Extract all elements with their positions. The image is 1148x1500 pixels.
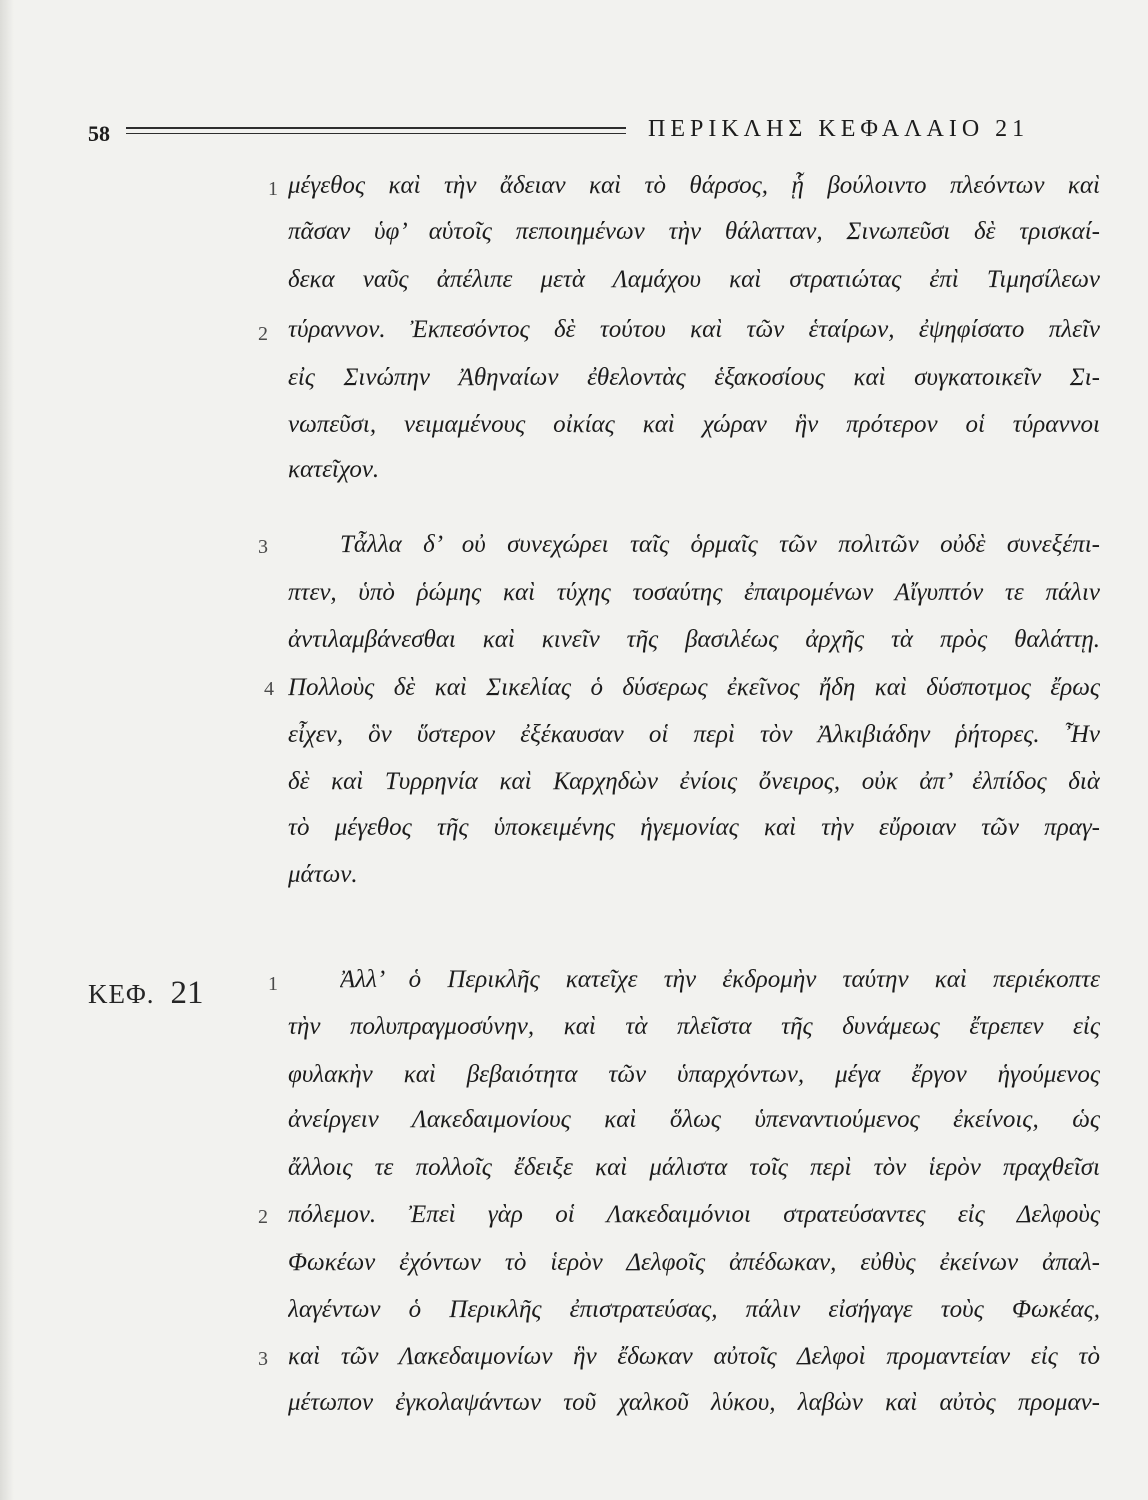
text-line: εἶχεν, ὃν ὕστερον ἐξέκαυσαν οἱ περὶ τὸν Ἀλκιβιάδην ῥήτορες. Ἦν xyxy=(288,721,1100,748)
text-line: νωπεῦσι, νειμαμένους οἰκίας καὶ χώραν ἣν πρότερον οἱ τύραννοι xyxy=(288,411,1100,438)
text-line: δεκα ναῦς ἀπέλιπε μετὰ Λαμάχου καὶ στρατιώτας ἐπὶ Τιμησίλεων xyxy=(288,266,1100,293)
text-line: πᾶσαν ὑφ’ αὑτοῖς πεποιημένων τὴν θάλατταν, Σινωπεῦσι δὲ τρισκαί- xyxy=(288,218,1100,245)
text-line: Φωκέων ἐχόντων τὸ ἱερὸν Δελφοῖς ἀπέδωκαν, εὐθὺς ἐκείνων ἀπαλ- xyxy=(288,1249,1100,1276)
text-line: Ἀλλ’ ὁ Περικλῆς κατεῖχε τὴν ἐκδρομὴν ταύτην καὶ περιέκοπτε xyxy=(340,966,1100,993)
gutter-shadow xyxy=(0,0,14,1500)
section-number: 4 xyxy=(264,678,274,700)
chapter-marker-label: ΚΕΦ. xyxy=(88,979,155,1009)
text-line: ἀντιλαμβάνεσθαι καὶ κινεῖν τῆς βασιλέως ἀρχῆς τὰ πρὸς θαλάττῃ. xyxy=(288,626,1100,653)
section-number: 3 xyxy=(258,536,268,558)
text-line: τύραννον. Ἐκπεσόντος δὲ τούτου καὶ τῶν ἑταίρων, ἐψηφίσατο πλεῖν xyxy=(288,316,1100,343)
header-rule-thin xyxy=(126,133,626,134)
text-line: τὸ μέγεθος τῆς ὑποκειμένης ἡγεμονίας καὶ τὴν εὔροιαν τῶν πραγ- xyxy=(288,814,1100,841)
text-line: πτεν, ὑπὸ ῥώμης καὶ τύχης τοσαύτης ἐπαιρομένων Αἴγυπτόν τε πάλιν xyxy=(288,579,1100,606)
section-number: 1 xyxy=(268,178,278,200)
page-number: 58 xyxy=(88,121,110,146)
chapter-marker xyxy=(88,975,203,1012)
text-line: Πολλοὺς δὲ καὶ Σικελίας ὁ δύσερως ἐκεῖνος ἤδη καὶ δύσποτμος ἔρως xyxy=(288,674,1100,701)
text-line: μέτωπον ἐγκολαψάντων τοῦ χαλκοῦ λύκου, λαβὼν καὶ αὐτὸς προμαν- xyxy=(288,1389,1100,1416)
text-line: ἄλλοις τε πολλοῖς ἔδειξε καὶ μάλιστα τοῖς περὶ τὸν ἱερὸν πραχθεῖσι xyxy=(288,1154,1100,1181)
text-line: μέγεθος καὶ τὴν ἄδειαν καὶ τὸ θάρσος, ᾗ βούλοιντο πλεόντων καὶ xyxy=(288,172,1100,199)
text-line: εἰς Σινώπην Ἀθηναίων ἐθελοντὰς ἑξακοσίους καὶ συγκατοικεῖν Σι- xyxy=(288,364,1100,391)
header-rule-thick xyxy=(126,127,626,129)
text-line: δὲ καὶ Τυρρηνία καὶ Καρχηδὼν ἐνίοις ὄνειρος, οὐκ ἀπ’ ἐλπίδος διὰ xyxy=(288,768,1100,795)
text-line: ἀνείργειν Λακεδαιμονίους καὶ ὅλως ὑπεναντιούμενος ἐκείνοις, ὡς xyxy=(288,1106,1100,1133)
chapter-marker-number: 21 xyxy=(170,975,204,1011)
section-number: 2 xyxy=(258,1206,268,1228)
section-number: 3 xyxy=(258,1348,268,1370)
text-line: πόλεμον. Ἐπεὶ γὰρ οἱ Λακεδαιμόνιοι στρατεύσαντες εἰς Δελφοὺς xyxy=(288,1201,1100,1228)
text-line: καὶ τῶν Λακεδαιμονίων ἣν ἔδωκαν αὐτοῖς Δελφοὶ προμαντείαν εἰς τὸ xyxy=(288,1343,1100,1370)
text-line: μάτων. xyxy=(288,861,358,888)
text-line: τὴν πολυπραγμοσύνην, καὶ τὰ πλεῖστα τῆς δυνάμεως ἔτρεπεν εἰς xyxy=(288,1013,1100,1040)
section-number: 1 xyxy=(268,973,278,995)
text-line: κατεῖχον. xyxy=(288,456,380,483)
text-line: φυλακὴν καὶ βεβαιότητα τῶν ὑπαρχόντων, μέγα ἔργον ἡγούμενος xyxy=(288,1061,1100,1088)
running-head: ΠΕΡΙΚΛΗΣ ΚΕΦΑΛΑΙΟ 21 xyxy=(648,116,1030,142)
section-number: 2 xyxy=(258,323,268,345)
text-line: Τἆλλα δ’ οὐ συνεχώρει ταῖς ὁρμαῖς τῶν πολιτῶν οὐδὲ συνεξέπι- xyxy=(340,531,1100,558)
text-line: λαγέντων ὁ Περικλῆς ἐπιστρατεύσας, πάλιν εἰσήγαγε τοὺς Φωκέας, xyxy=(288,1296,1100,1323)
